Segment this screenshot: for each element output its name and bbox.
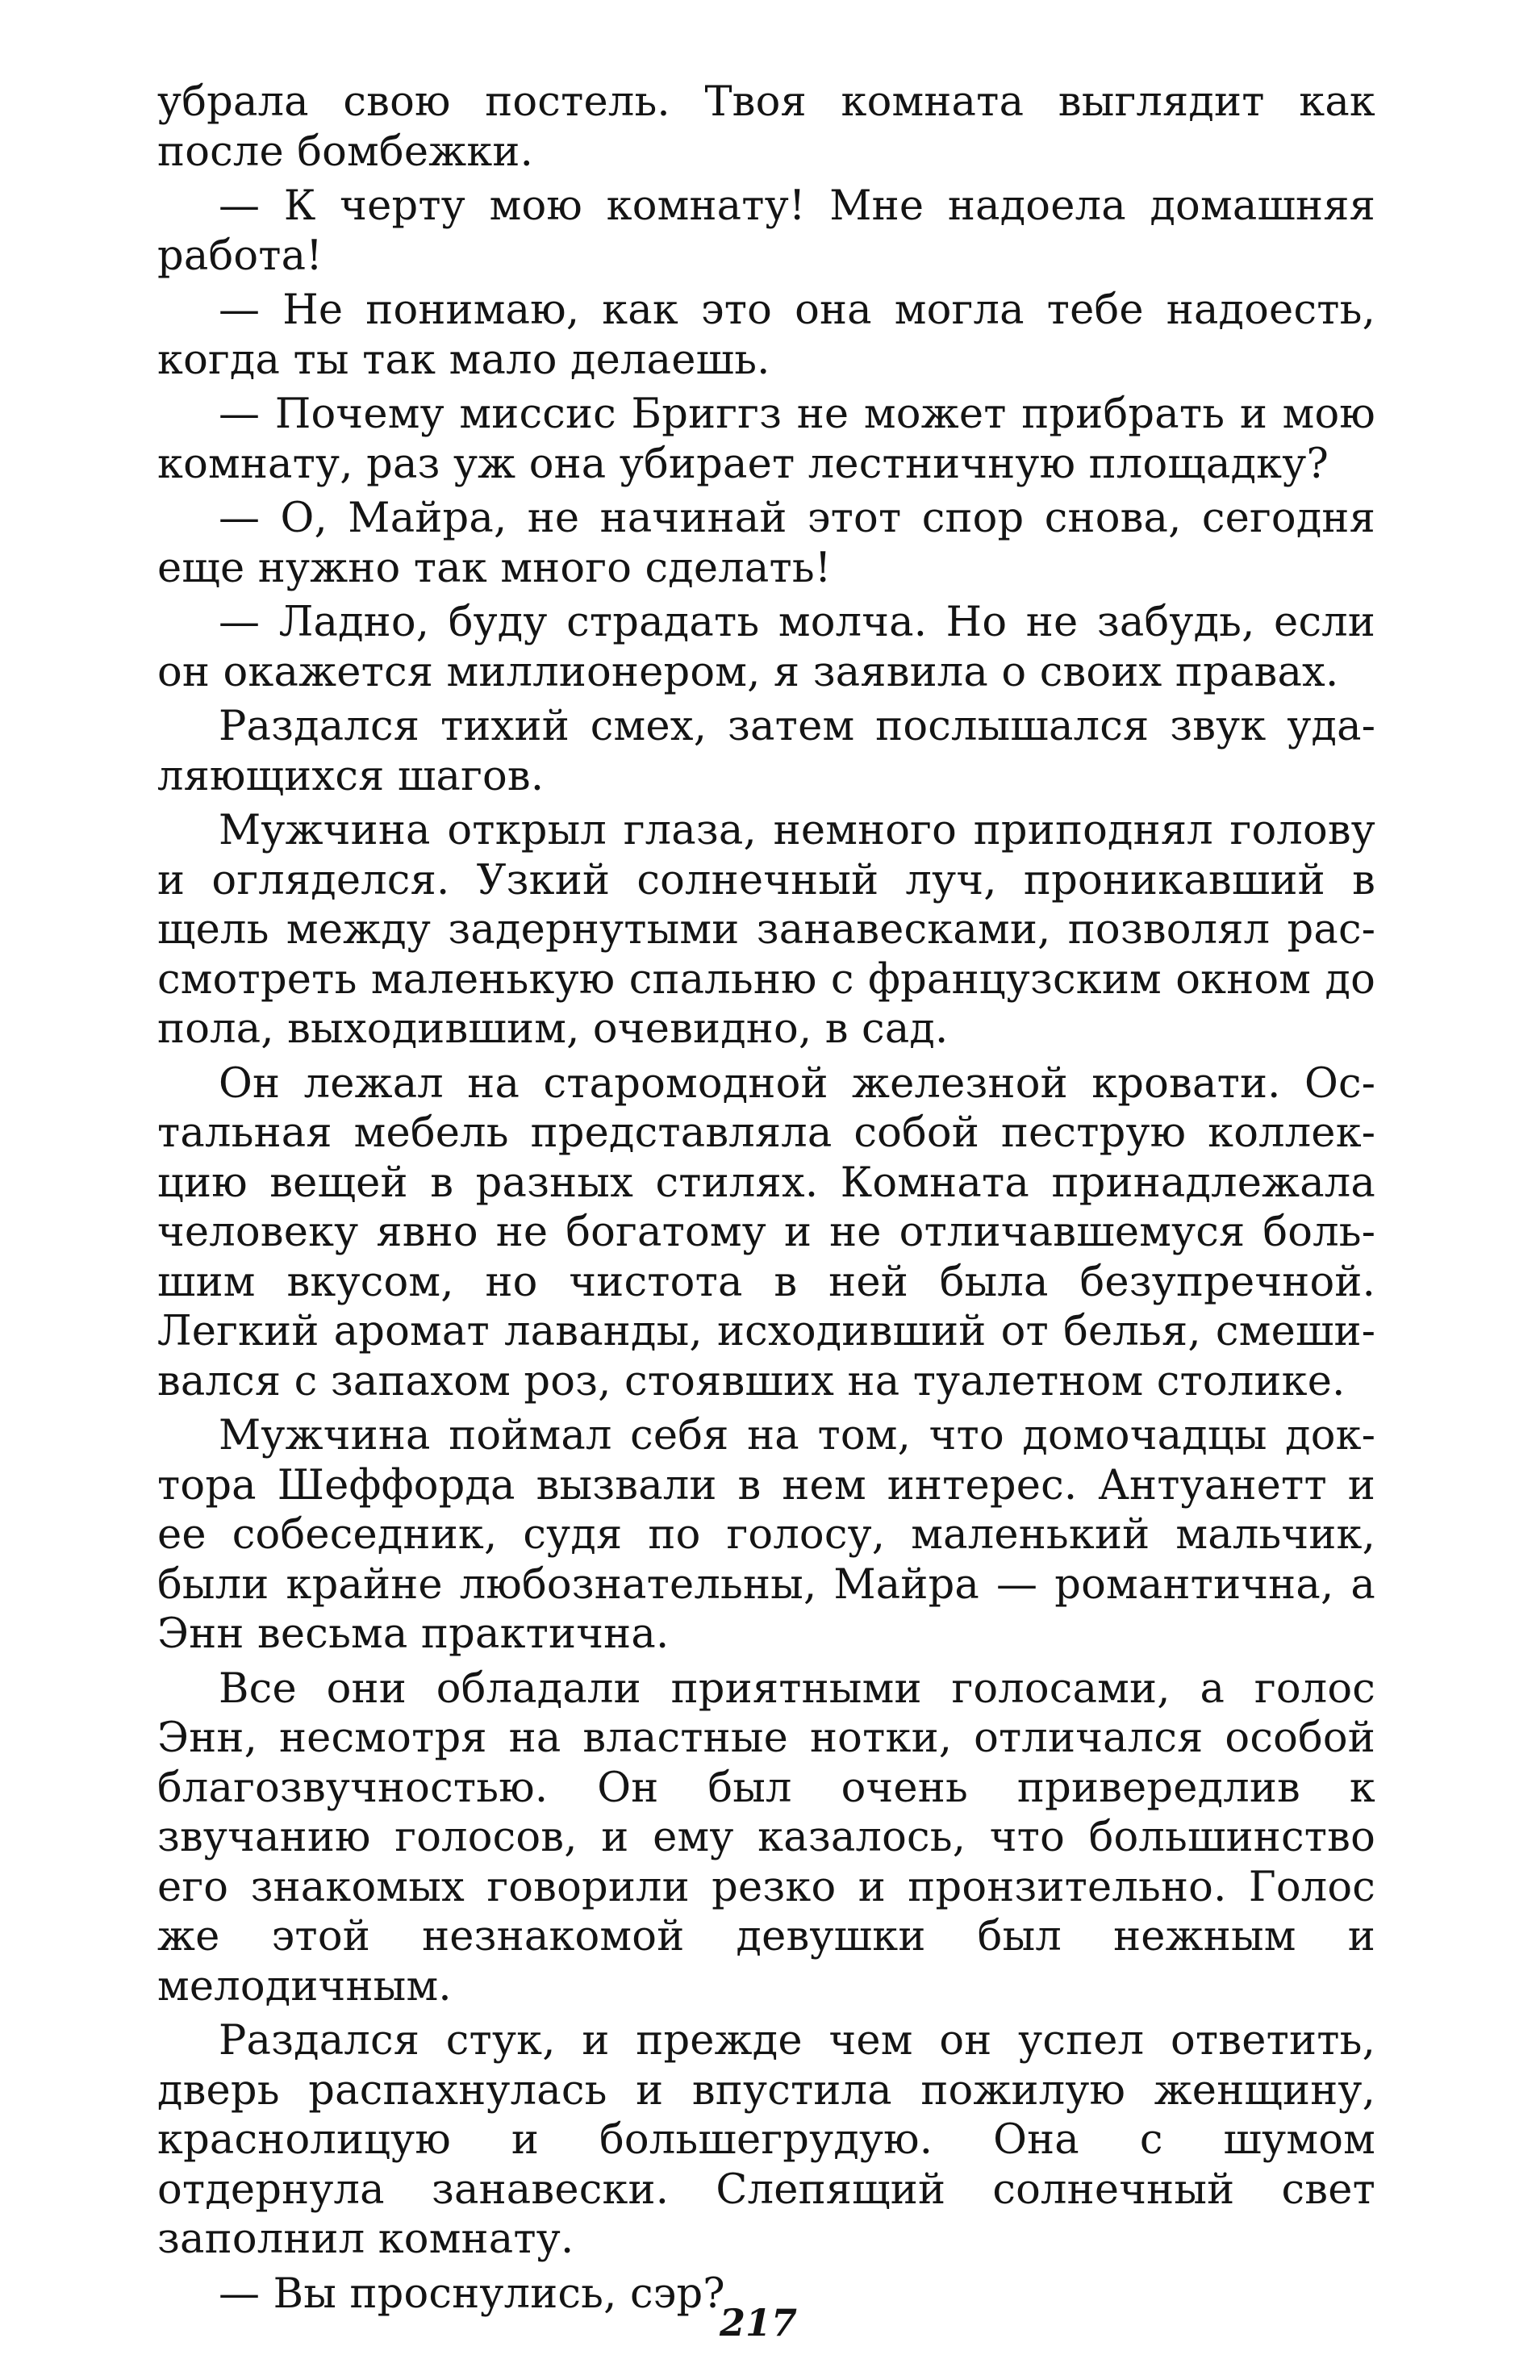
paragraph-2: — К черту мою комнату! Мне надоела домашняя работа! <box>157 182 1375 280</box>
book-page-text <box>157 77 1375 2319</box>
page-number: 217 <box>719 2301 798 2345</box>
paragraph-10: Мужчина поймал себя на том, что домочадцы доктора Шеффорда вызвали в нем интерес. Антуанетт и ее собеседник, судя по голосу, маленький мальчик, были крайне любознательны, Майра — романтична, а Энн весьма практична. <box>157 1412 1375 1658</box>
paragraph-7: Раздался тихий смех, затем послышался звук удаляющихся шагов. <box>157 703 1375 800</box>
paragraph-5: — О, Майра, не начинай этот спор снова, сегодня еще нужно так много сделать! <box>157 495 1375 592</box>
paragraph-13: — Вы проснулись, сэр? <box>219 2269 725 2318</box>
paragraph-3: — Не понимаю, как это она могла тебе надоесть, когда ты так мало делаешь. <box>157 286 1375 384</box>
paragraph-11: Все они обладали приятными голосами, а голос Энн, несмотря на властные нотки, отличался особой благозвучностью. Он был очень привередлив к звучанию голосов, и ему казалось, что большинство его знакомых говорили резко и пронзительно. Голос же этой незнакомой девушки был нежным и мелодичным. <box>157 1664 1375 2010</box>
paragraph-12: Раздался стук, и прежде чем он успел ответить, дверь распахнулась и впустила пожилую женщину, краснолицую и большегрудую. Она с шумом отдернула занавески. Слепящий солнечный свет заполнил комнату. <box>157 2017 1375 2263</box>
paragraph-9: Он лежал на старомодной железной кровати. Остальная мебель представляла собой пеструю коллекцию вещей в разных стилях. Комната принадлежала человеку явно не богатому и не отличавшемуся большим вкусом, но чистота в ней была безупречной. Легкий аромат лаванды, исходивший от белья, смешивался с запахом роз, стоявших на туалетном столике. <box>157 1059 1375 1405</box>
paragraph-4: — Почему миссис Бриггз не может прибрать и мою комнату, раз уж она убирает лестничную площадку? <box>157 390 1375 488</box>
paragraph-1: убрала свою постель. Твоя комната выглядит как после бомбежки. <box>157 78 1375 176</box>
paragraph-6: — Ладно, буду страдать молча. Но не забудь, если он окажется миллионером, я заявила о своих правах. <box>157 599 1375 696</box>
paragraph-8: Мужчина открыл глаза, немного приподнял голову и огляделся. Узкий солнечный луч, проникавший в щель между задернутыми занавесками, позволял рассмотреть маленькую спальню с французским окном до пола, выходившим, очевидно, в сад. <box>157 807 1375 1053</box>
